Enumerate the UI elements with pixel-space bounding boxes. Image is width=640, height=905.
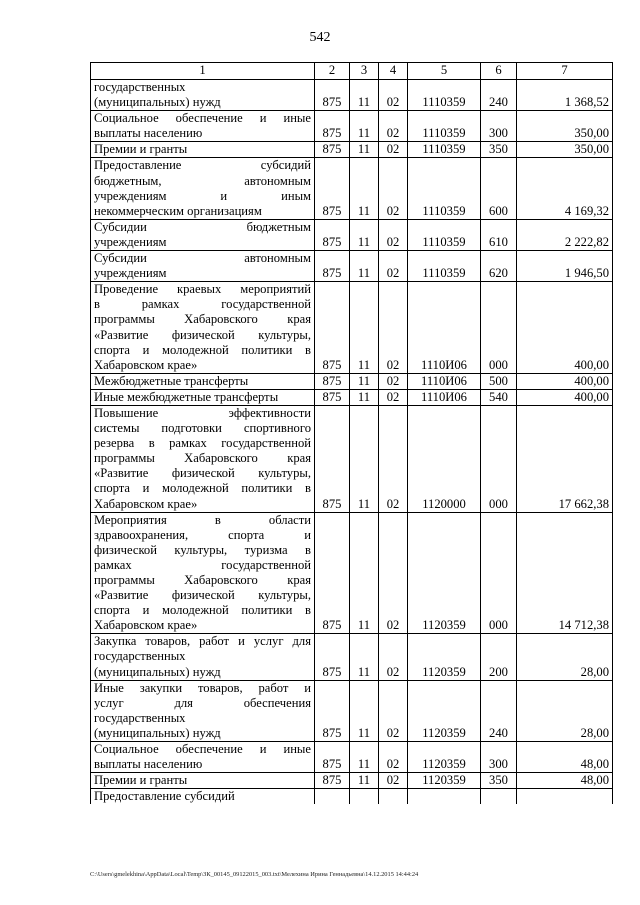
cell-csr: 1120359 (408, 742, 481, 773)
expense-name-line: Субсидии бюджетным (94, 219, 311, 234)
expense-name-line: государственных (94, 710, 186, 725)
table-row (91, 789, 613, 805)
expense-name-line: Предоставление субсидий (94, 789, 235, 804)
expense-name-cell (91, 251, 315, 282)
header-cell: 2 (315, 63, 350, 80)
cell-gr: 875 (315, 219, 350, 250)
table-row (91, 251, 613, 282)
cell-vr: 240 (481, 680, 517, 741)
header-cell: 3 (350, 63, 379, 80)
cell-sum: 400,00 (517, 282, 613, 374)
cell-sum: 1 368,52 (517, 80, 613, 111)
cell-rz: 11 (350, 282, 379, 374)
cell-sum: 350,00 (517, 111, 613, 142)
table-row (91, 680, 613, 741)
cell-csr: 1120359 (408, 634, 481, 680)
cell-vr: 200 (481, 634, 517, 680)
table-row (91, 742, 613, 773)
expense-name-line: Премии и гранты (94, 142, 188, 157)
expense-name-line: выплаты населению (94, 126, 203, 141)
expense-name-line: спорта и молодежной политики в (94, 603, 311, 618)
cell-rz: 11 (350, 158, 379, 219)
cell-rz: 11 (350, 219, 379, 250)
cell-gr: 875 (315, 634, 350, 680)
cell-pr: 02 (379, 142, 408, 158)
cell-rz: 11 (350, 142, 379, 158)
expense-name-line: Мероприятия в области (94, 512, 311, 527)
expense-name-line: учреждениям и иным (94, 188, 311, 203)
cell-sum: 1 946,50 (517, 251, 613, 282)
cell-vr: 000 (481, 282, 517, 374)
cell-pr: 02 (379, 111, 408, 142)
cell-csr: 1110359 (408, 80, 481, 111)
expense-name-line: Социальное обеспечение и иные (94, 111, 311, 126)
cell-rz (350, 789, 379, 805)
cell-gr: 875 (315, 389, 350, 405)
cell-sum (517, 789, 613, 805)
table-row (91, 373, 613, 389)
table-row (91, 389, 613, 405)
cell-rz: 11 (350, 251, 379, 282)
table-row (91, 80, 613, 111)
cell-gr: 875 (315, 111, 350, 142)
cell-vr: 600 (481, 158, 517, 219)
expense-name-line: Повышение эффективности (94, 405, 311, 420)
cell-vr: 350 (481, 142, 517, 158)
expense-name-cell (91, 80, 315, 111)
table-body (91, 80, 613, 805)
expense-name-cell (91, 158, 315, 219)
expense-name-line: (муниципальных) нужд (94, 95, 221, 110)
expense-name-line: Иные межбюджетные трансферты (94, 389, 279, 404)
header-cell: 1 (91, 63, 315, 80)
cell-pr: 02 (379, 80, 408, 111)
cell-rz: 11 (350, 80, 379, 111)
expense-name-line: государственных (94, 80, 186, 94)
cell-vr (481, 789, 517, 805)
table-row (91, 405, 613, 512)
cell-rz: 11 (350, 742, 379, 773)
expense-name-line: «Развитие физической культуры, (94, 466, 311, 481)
table-row (91, 512, 613, 634)
cell-sum: 400,00 (517, 389, 613, 405)
cell-csr: 1110И06 (408, 282, 481, 374)
cell-vr: 000 (481, 405, 517, 512)
cell-pr: 02 (379, 634, 408, 680)
table-row (91, 773, 613, 789)
expense-name-line: программы Хабаровского края (94, 573, 311, 587)
expense-name-line: Хабаровском крае» (94, 618, 198, 633)
cell-gr: 875 (315, 282, 350, 374)
cell-pr: 02 (379, 251, 408, 282)
cell-csr: 1120359 (408, 680, 481, 741)
cell-csr: 1110И06 (408, 373, 481, 389)
expense-name-cell (91, 773, 315, 789)
cell-rz: 11 (350, 373, 379, 389)
cell-csr: 1120359 (408, 773, 481, 789)
cell-sum: 2 222,82 (517, 219, 613, 250)
expense-name-line: Хабаровском крае» (94, 357, 198, 372)
cell-pr: 02 (379, 773, 408, 789)
expense-name-line: физической культуры, туризма в (94, 542, 311, 557)
cell-vr: 000 (481, 512, 517, 634)
expense-name-line: услуг для обеспечения (94, 695, 311, 710)
expense-name-line: (муниципальных) нужд (94, 725, 221, 740)
cell-sum: 400,00 (517, 373, 613, 389)
table-row (91, 219, 613, 250)
header-cell: 6 (481, 63, 517, 80)
expense-name-line: «Развитие физической культуры, (94, 327, 311, 342)
table-row (91, 282, 613, 374)
cell-csr: 1110359 (408, 142, 481, 158)
expense-name-cell (91, 219, 315, 250)
expense-name-line: выплаты населению (94, 757, 203, 772)
cell-gr: 875 (315, 80, 350, 111)
expense-name-line: системы подготовки спортивного (94, 421, 311, 436)
header-cell: 7 (517, 63, 613, 80)
cell-gr: 875 (315, 251, 350, 282)
cell-sum: 48,00 (517, 742, 613, 773)
header-row (91, 63, 613, 80)
cell-pr: 02 (379, 282, 408, 374)
expense-name-line: рамках государственной (94, 557, 311, 572)
cell-rz: 11 (350, 405, 379, 512)
cell-sum: 4 169,32 (517, 158, 613, 219)
expense-name-cell (91, 389, 315, 405)
cell-pr: 02 (379, 742, 408, 773)
cell-gr: 875 (315, 773, 350, 789)
expense-name-line: Хабаровском крае» (94, 496, 198, 511)
cell-sum: 28,00 (517, 634, 613, 680)
expense-name-line: Предоставление субсидий (94, 158, 311, 173)
expense-name-line: Межбюджетные трансферты (94, 373, 249, 388)
expense-name-line: «Развитие физической культуры, (94, 588, 311, 603)
cell-rz: 11 (350, 680, 379, 741)
expense-name-line: в рамках государственной (94, 297, 311, 312)
expense-name-line: Иные закупки товаров, работ и (94, 680, 311, 695)
cell-csr: 1110359 (408, 251, 481, 282)
cell-vr: 300 (481, 742, 517, 773)
expense-name-line: Социальное обеспечение и иные (94, 742, 311, 757)
expense-name-cell (91, 742, 315, 773)
cell-gr: 875 (315, 158, 350, 219)
cell-gr: 875 (315, 680, 350, 741)
cell-gr: 875 (315, 742, 350, 773)
cell-pr: 02 (379, 389, 408, 405)
cell-pr: 02 (379, 405, 408, 512)
expense-name-cell (91, 634, 315, 680)
table-row (91, 142, 613, 158)
cell-gr: 875 (315, 512, 350, 634)
expense-name-line: программы Хабаровского края (94, 312, 311, 327)
expense-name-line: Проведение краевых мероприятий (94, 282, 311, 297)
cell-csr: 1110359 (408, 111, 481, 142)
cell-gr: 875 (315, 405, 350, 512)
expense-name-line: бюджетным, автономным (94, 173, 311, 188)
cell-pr: 02 (379, 219, 408, 250)
expense-name-cell (91, 142, 315, 158)
cell-rz: 11 (350, 634, 379, 680)
expense-name-line: резерва в рамках государственной (94, 436, 311, 451)
cell-sum: 350,00 (517, 142, 613, 158)
cell-gr: 875 (315, 373, 350, 389)
cell-gr (315, 789, 350, 805)
cell-vr: 350 (481, 773, 517, 789)
budget-table (90, 62, 613, 804)
cell-vr: 540 (481, 389, 517, 405)
expense-name-line: программы Хабаровского края (94, 451, 311, 466)
expense-name-cell (91, 680, 315, 741)
expense-name-cell (91, 512, 315, 634)
expense-name-line: (муниципальных) нужд (94, 664, 221, 679)
cell-csr: 1110359 (408, 219, 481, 250)
cell-pr: 02 (379, 680, 408, 741)
expense-name-line: здравоохранения, спорта и (94, 527, 311, 542)
cell-sum: 48,00 (517, 773, 613, 789)
expense-name-line: некоммерческим организациям (94, 203, 262, 218)
expense-name-cell (91, 111, 315, 142)
cell-vr: 610 (481, 219, 517, 250)
cell-vr: 500 (481, 373, 517, 389)
cell-csr: 1120000 (408, 405, 481, 512)
cell-sum: 17 662,38 (517, 405, 613, 512)
cell-csr: 1110359 (408, 158, 481, 219)
cell-csr (408, 789, 481, 805)
page-number: 542 (309, 30, 331, 45)
table-row (91, 111, 613, 142)
table-row (91, 158, 613, 219)
expense-name-cell (91, 789, 315, 805)
expense-name-line: учреждениям (94, 234, 167, 249)
cell-pr (379, 789, 408, 805)
expense-name-line: государственных (94, 649, 186, 664)
cell-csr: 1120359 (408, 512, 481, 634)
cell-vr: 240 (481, 80, 517, 111)
expense-name-line: спорта и молодежной политики в (94, 342, 311, 357)
expense-name-cell (91, 282, 315, 374)
header-cell: 5 (408, 63, 481, 80)
expense-name-cell (91, 373, 315, 389)
table-row (91, 634, 613, 680)
cell-pr: 02 (379, 373, 408, 389)
cell-gr: 875 (315, 142, 350, 158)
cell-csr: 1110И06 (408, 389, 481, 405)
cell-sum: 14 712,38 (517, 512, 613, 634)
cell-rz: 11 (350, 773, 379, 789)
cell-vr: 300 (481, 111, 517, 142)
expense-name-line: Закупка товаров, работ и услуг для (94, 634, 311, 649)
cell-pr: 02 (379, 512, 408, 634)
cell-rz: 11 (350, 111, 379, 142)
header-cell: 4 (379, 63, 408, 80)
expense-name-line: учреждениям (94, 266, 167, 281)
expense-name-line: спорта и молодежной политики в (94, 481, 311, 496)
file-path-footer: C:\Users\gmelekhina\AppData\Local\Temp\ЗК_00145_09122015_003.txt\Мелехина Ирина Геннадьевна\14.12.2015 14:44:24 (90, 871, 419, 878)
cell-pr: 02 (379, 158, 408, 219)
expense-name-cell (91, 405, 315, 512)
cell-rz: 11 (350, 389, 379, 405)
cell-sum: 28,00 (517, 680, 613, 741)
expense-name-line: Субсидии автономным (94, 251, 311, 266)
expense-name-line: Премии и гранты (94, 773, 188, 788)
cell-rz: 11 (350, 512, 379, 634)
cell-vr: 620 (481, 251, 517, 282)
